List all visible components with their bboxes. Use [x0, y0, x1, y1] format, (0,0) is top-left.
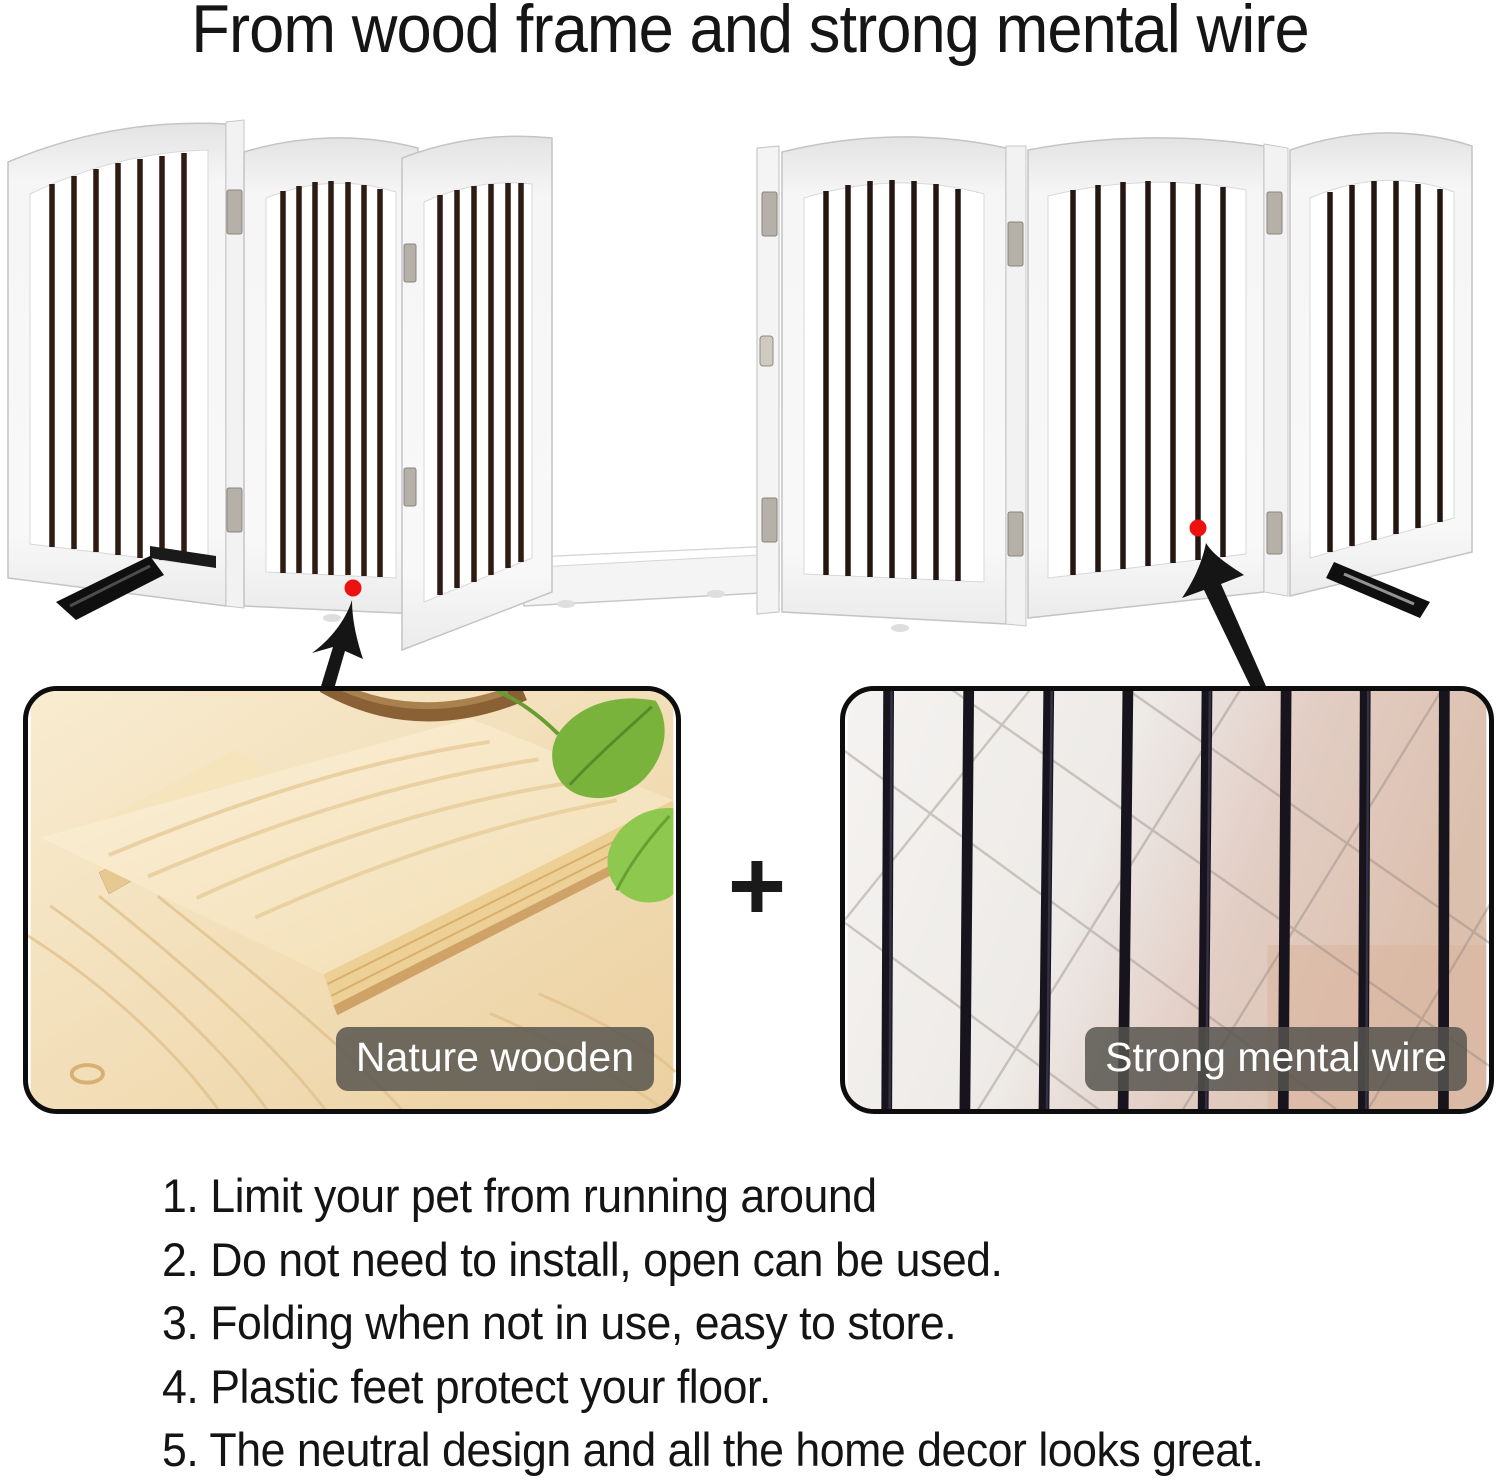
gate-panel-6	[1290, 133, 1472, 596]
rail-glide-foot	[557, 600, 575, 608]
feature-item-3: 3. Folding when not in use, easy to store.	[162, 1296, 957, 1349]
wire-bars	[283, 181, 380, 577]
page-title: From wood frame and strong mental wire	[191, 0, 1309, 67]
wire-bars	[826, 180, 958, 581]
gate-panel-5	[1028, 138, 1264, 618]
hinge-icon	[227, 488, 242, 532]
feature-item-4: 4. Plastic feet protect your floor.	[162, 1359, 771, 1413]
gate-hinge-post	[1006, 146, 1026, 626]
red-dot-marker-right	[1190, 520, 1207, 537]
gate-panel-2	[244, 138, 418, 622]
gate-hinge-post	[226, 120, 244, 608]
rail-glide-foot	[707, 590, 725, 598]
red-dot-marker-left	[345, 580, 362, 597]
hinge-icon	[1267, 512, 1282, 554]
wire-inset-label: Strong mental wire	[1085, 1027, 1467, 1091]
hinge-icon	[227, 190, 242, 234]
hinge-icon	[762, 192, 777, 236]
wood-inset-label: Nature wooden	[336, 1027, 654, 1091]
panel-glide-foot	[891, 624, 909, 632]
gate-panel-1	[8, 123, 226, 606]
panel-glide-foot	[323, 614, 341, 622]
gate-hinge-post	[1264, 144, 1288, 596]
wire-detail-inset	[840, 686, 1494, 1114]
hinge-icon	[404, 468, 416, 506]
gate-center-post	[757, 146, 779, 614]
wire-bars	[52, 153, 184, 563]
gate-panel-3	[402, 136, 552, 650]
feature-item-2: 2. Do not need to install, open can be used.	[162, 1232, 1003, 1286]
up-arrow-icon-left	[312, 600, 363, 696]
gate-panel-4	[782, 137, 1006, 632]
wire-bars	[1073, 181, 1223, 575]
latch-icon	[760, 336, 773, 366]
feature-item-5: 5. The neutral design and all the home decor looks great.	[162, 1423, 1264, 1476]
hinge-icon	[1267, 192, 1282, 234]
gate-support-rail	[516, 546, 779, 608]
hinge-icon	[1008, 512, 1023, 556]
hinge-icon	[1008, 222, 1023, 266]
hinge-icon	[762, 498, 777, 542]
plus-icon: +	[727, 830, 787, 942]
pet-gate-illustration	[0, 90, 1500, 710]
hinge-icon	[404, 244, 416, 282]
wood-detail-inset	[23, 686, 681, 1114]
feature-list	[162, 1164, 1407, 1482]
feature-item-1: 1. Limit your pet from running around	[162, 1169, 877, 1222]
